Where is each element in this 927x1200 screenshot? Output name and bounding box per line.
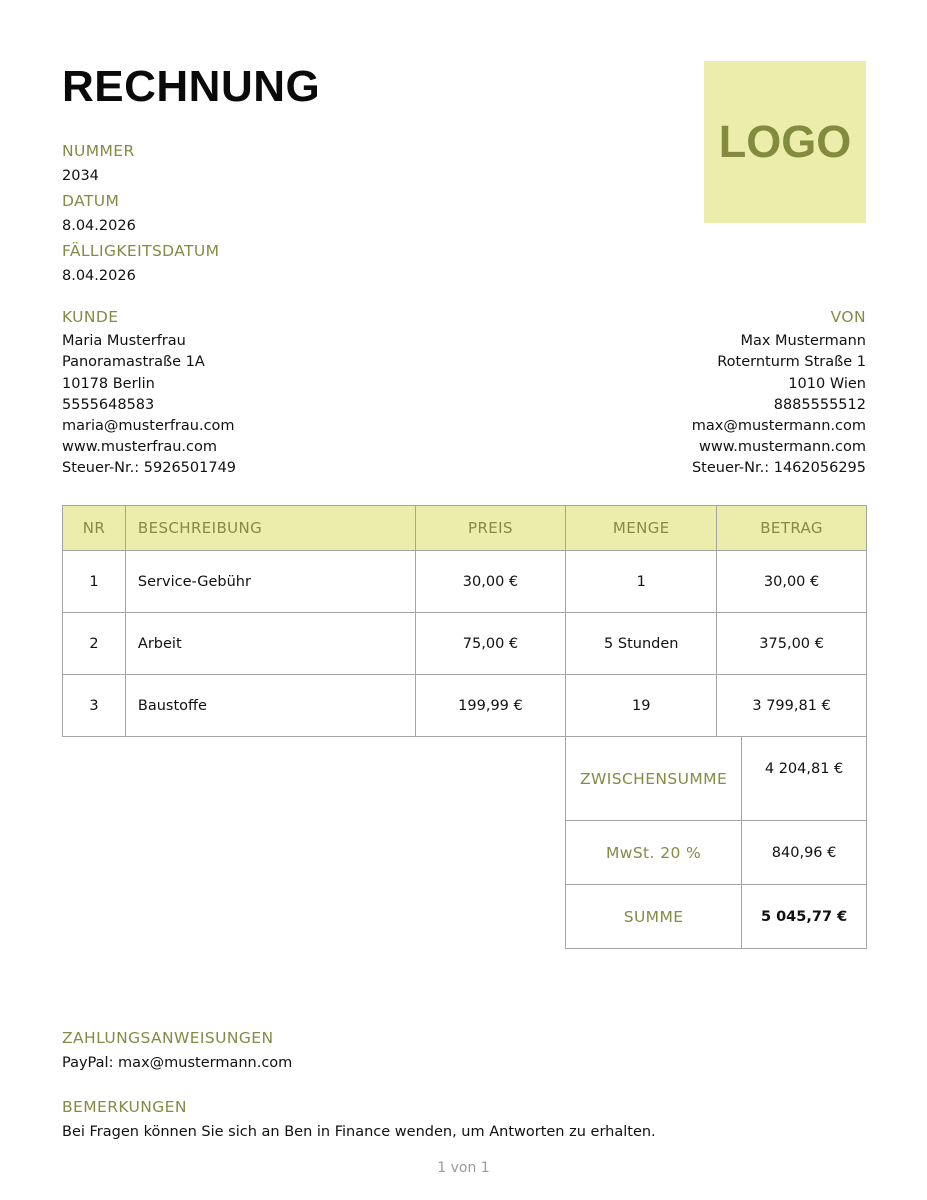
logo [704,61,866,223]
cell-price: 30,00 € [415,551,566,613]
subtotal-value: 4 204,81 € [742,737,867,821]
cell-description: Baustoffe [125,675,415,737]
invoice-number-label: NUMMER [62,142,135,160]
page-indicator: 1 von 1 [437,1160,490,1176]
cell-amount: 375,00 € [717,613,867,675]
tax-value: 840,96 € [742,821,867,885]
invoice-meta [62,139,219,289]
sender-city: 1010 Wien [788,375,866,392]
cell-nr: 2 [63,613,126,675]
client-website: www.musterfrau.com [62,439,218,456]
line-items-table [62,505,867,737]
header-nr: NR [63,506,126,551]
total-label: SUMME [566,885,742,949]
cell-quantity: 1 [566,551,717,613]
payment-text: PayPal: max@mustermann.com [62,1055,293,1071]
tax-row [566,821,867,885]
client-street: Panoramastraße 1A [62,354,205,371]
cell-amount: 30,00 € [717,551,867,613]
table-row [63,675,867,737]
header-description: BESCHREIBUNG [125,506,415,551]
total-value: 5 045,77 € [742,885,867,949]
client-tax-number: Steuer-Nr.: 5926501749 [62,460,237,477]
cell-nr: 3 [63,675,126,737]
cell-price: 75,00 € [415,613,566,675]
remarks-label: BEMERKUNGEN [62,1098,187,1116]
client-name: Maria Musterfrau [62,333,186,350]
client-email: maria@musterfrau.com [62,418,235,435]
subtotal-row [566,737,867,821]
payment-instructions [62,1026,292,1076]
sender-tax-number: Steuer-Nr.: 1462056295 [691,460,866,477]
remarks [62,1095,656,1145]
sender-website: www.mustermann.com [698,439,866,456]
logo-text: LOGO [718,116,852,167]
sender-street: Roternturm Straße 1 [717,354,866,371]
total-row [566,885,867,949]
cell-amount: 3 799,81 € [717,675,867,737]
subtotal-label: ZWISCHENSUMME [566,737,742,821]
client-city: 10178 Berlin [62,375,155,392]
table-header-row [63,506,867,551]
cell-quantity: 19 [566,675,717,737]
invoice-date: 8.04.2026 [62,218,136,234]
table-row [63,551,867,613]
sender-phone: 8885555512 [773,396,866,413]
sender-name: Max Mustermann [740,333,866,350]
due-date-label: FÄLLIGKEITSDATUM [62,242,220,260]
remarks-text: Bei Fragen können Sie sich an Ben in Finance wenden, um Antworten zu erhalten. [62,1124,656,1140]
cell-price: 199,99 € [415,675,566,737]
client-label: KUNDE [62,308,119,326]
cell-description: Service-Gebühr [125,551,415,613]
client-phone: 5555648583 [62,396,155,413]
cell-nr: 1 [63,551,126,613]
header-quantity: MENGE [566,506,717,551]
sender-block [692,307,866,480]
header-price: PREIS [415,506,566,551]
client-block [62,307,236,480]
header-amount: BETRAG [717,506,867,551]
totals-table [565,736,867,949]
sender-label: VON [830,308,866,326]
invoice-date-label: DATUM [62,192,120,210]
tax-label: MwSt. 20 % [566,821,742,885]
cell-quantity: 5 Stunden [566,613,717,675]
sender-email: max@mustermann.com [691,418,866,435]
cell-description: Arbeit [125,613,415,675]
table-row [63,613,867,675]
invoice-title: RECHNUNG [62,62,321,111]
invoice-number: 2034 [62,168,99,184]
due-date: 8.04.2026 [62,268,136,284]
payment-label: ZAHLUNGSANWEISUNGEN [62,1029,274,1047]
